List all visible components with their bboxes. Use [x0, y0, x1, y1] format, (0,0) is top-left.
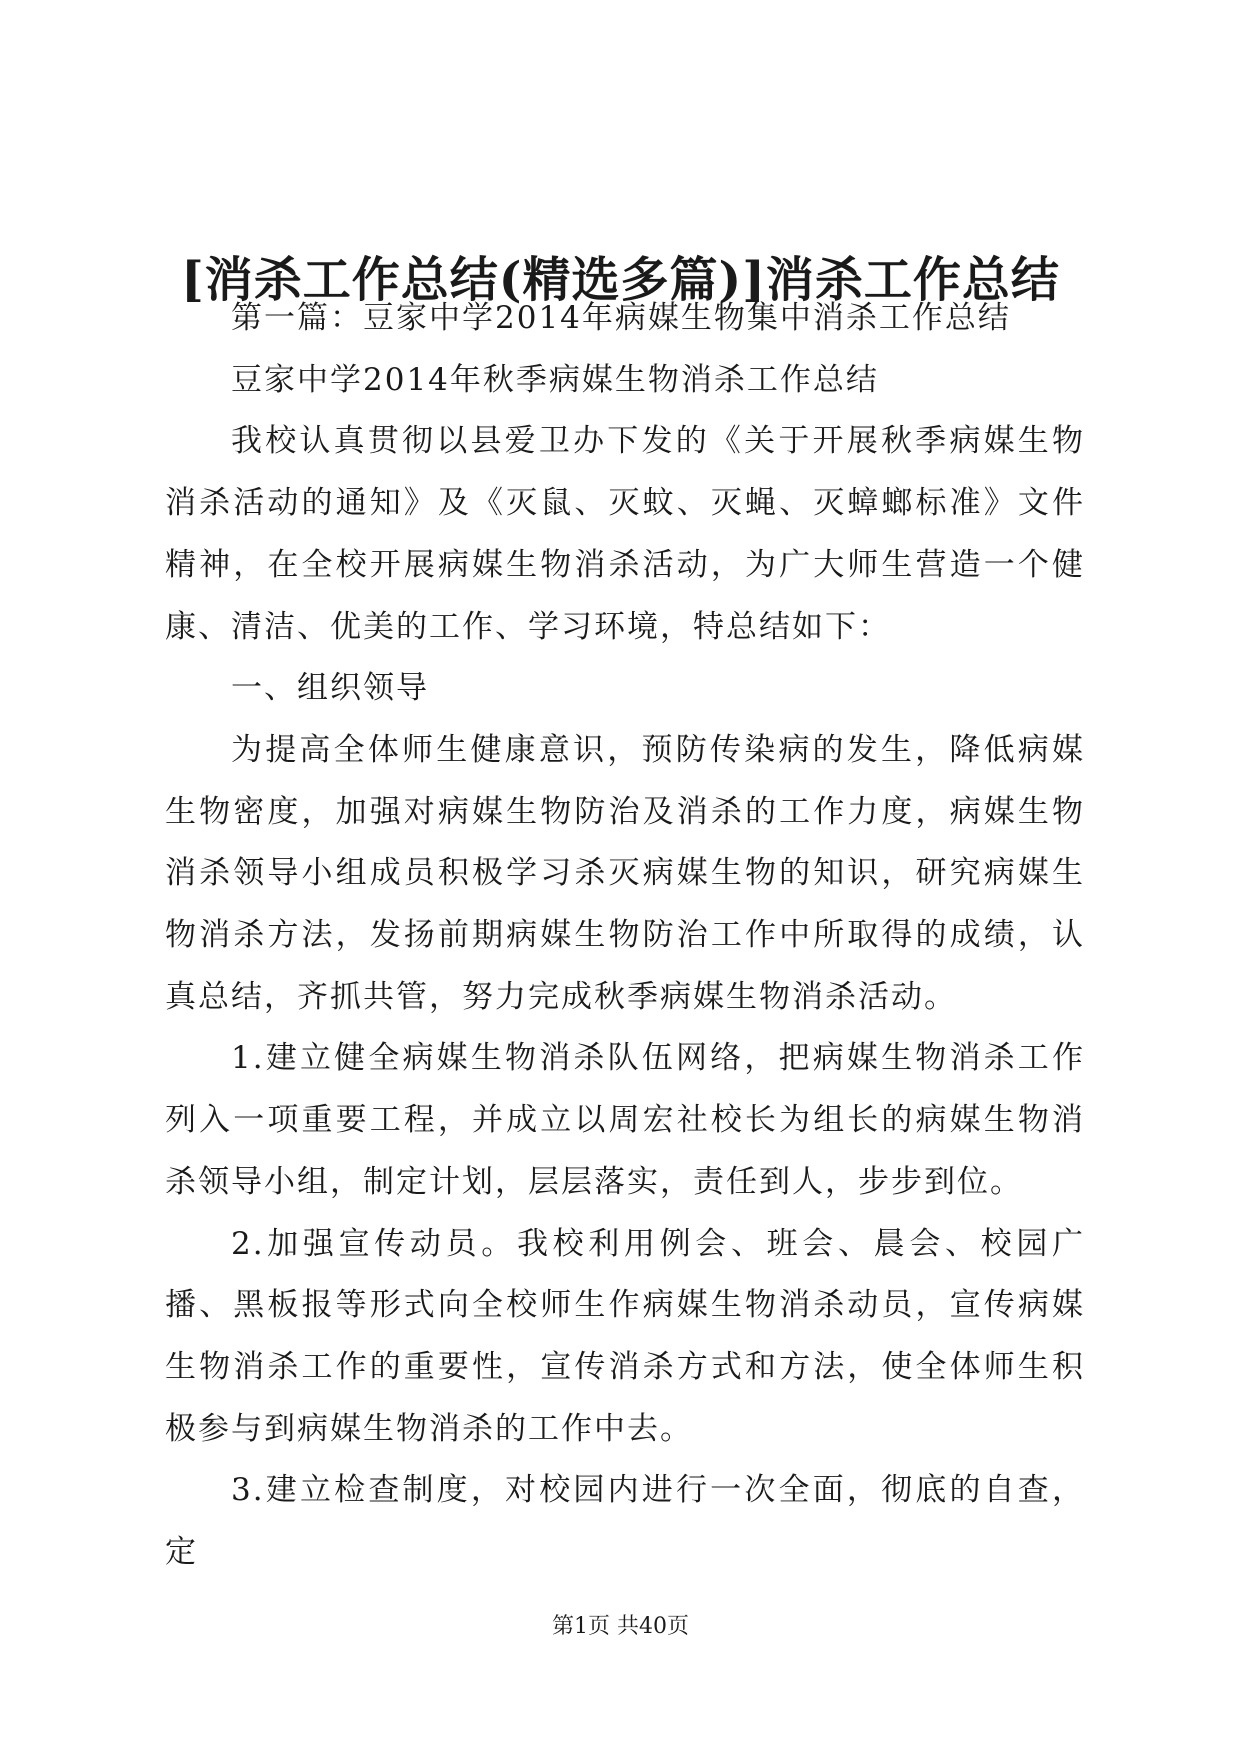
- document-title: [消杀工作总结(精选多篇)]消杀工作总结: [181, 252, 1060, 309]
- body-paragraph: 为提高全体师生健康意识，预防传染病的发生，降低病媒生物密度，加强对病媒生物防治及消杀的工作力度，病媒生物消杀领导小组成员积极学习杀灭病媒生物的知识，研究病媒生物消杀方法，发扬前期病媒生物防治工作中所取得的成绩，认真总结，齐抓共管，努力完成秋季病媒生物消杀活动。: [165, 731, 1085, 1015]
- document-body: [165, 288, 1085, 1584]
- section-heading: 第一篇：豆家中学2014年病媒生物集中消杀工作总结: [231, 300, 1011, 336]
- page-footer: 第1页 共40页: [552, 1614, 689, 1639]
- section-heading-organization: 一、组织领导: [231, 670, 429, 707]
- body-paragraph: 我校认真贯彻以县爱卫办下发的《关于开展秋季病媒生物消杀活动的通知》及《灭鼠、灭蚊、灭蝇、灭蟑螂标准》文件精神，在全校开展病媒生物消杀活动，为广大师生营造一个健康、清洁、优美的工作、学习环境，特总结如下：: [165, 423, 1085, 645]
- body-paragraph: 2.加强宣传动员。我校利用例会、班会、晨会、校园广播、黑板报等形式向全校师生作病媒生物消杀动员，宣传病媒生物消杀工作的重要性，宣传消杀方式和方法，使全体师生积极参与到病媒生物消杀的工作中去。: [165, 1225, 1085, 1447]
- report-subtitle: 豆家中学2014年秋季病媒生物消杀工作总结: [231, 361, 879, 398]
- body-paragraph: 3.建立检查制度，对校园内进行一次全面，彻底的自查，定: [165, 1472, 1085, 1571]
- body-paragraph: 1.建立健全病媒生物消杀队伍网络，把病媒生物消杀工作列入一项重要工程，并成立以周宏社校长为组长的病媒生物消杀领导小组，制定计划，层层落实，责任到人，步步到位。: [165, 1040, 1085, 1200]
